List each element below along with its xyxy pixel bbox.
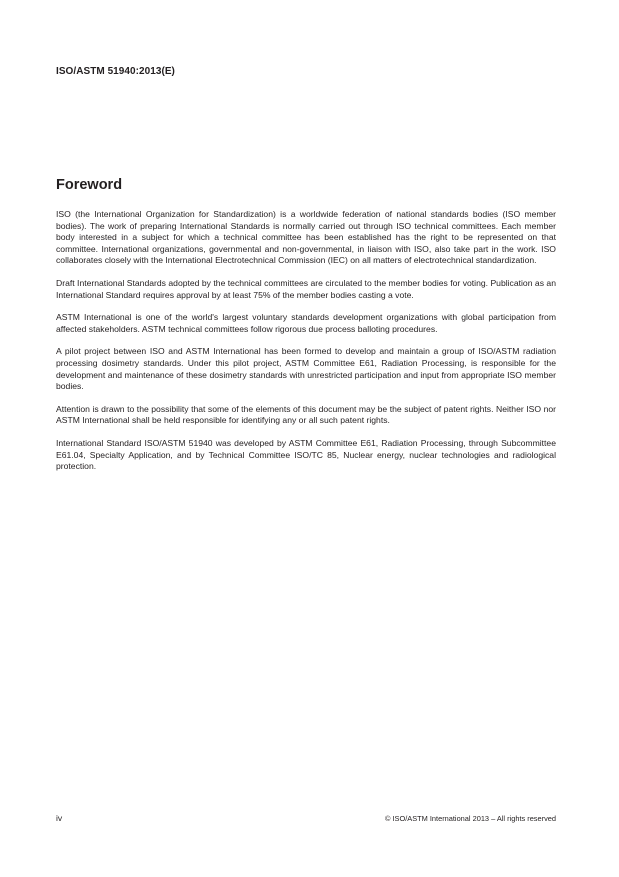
document-id: ISO/ASTM 51940:2013(E) [56,66,175,77]
page-number: iv [56,813,63,823]
foreword-body [56,209,556,484]
paragraph-development: International Standard ISO/ASTM 51940 was developed by ASTM Committee E61, Radiation Processing, through Subcommittee E61.04, Specialty Application, and by Technical Committee ISO/TC 85, Nuclear energy, nuclear technologies and radiological protection. [56,437,556,472]
paragraph-draft-standards: Draft International Standards adopted by the technical committees are circulated to the member bodies for voting. Publication as an International Standard requires approval by at least 75% of the member bodies casting a vote. [56,277,556,300]
section-title: Foreword [56,177,123,193]
paragraph-pilot-project: A pilot project between ISO and ASTM International has been formed to develop and maintain a group of ISO/ASTM radiation processing dosimetry standards. Under this pilot project, ASTM Committee E61, Radiation Processing, is responsible for the development and maintenance of these dosimetry standards with unrestricted participation and input from appropriate ISO member bodies. [56,346,556,392]
paragraph-astm-international: ASTM International is one of the world's largest voluntary standards development organizations with global participation from affected stakeholders. ASTM technical committees follow rigorous due process balloting procedures. [56,312,556,334]
copyright-notice: © ISO/ASTM International 2013 – All rights reserved [385,814,556,823]
paragraph-iso-federation: ISO (the International Organization for Standardization) is a worldwide federation of national standards bodies (ISO member bodies). The work of preparing International Standards is normally carried out through ISO technical committees. Each member body interested in a subject for which a technical committee has been established has the right to be represented on that committee. International organizations, governmental and non-governmental, in liaison with ISO, also take part in the work. ISO collaborates closely with the International Electrotechnical Commission (IEC) on all matters of electrotechnical standardization. [56,209,556,266]
paragraph-patent-rights: Attention is drawn to the possibility that some of the elements of this document may be the subject of patent rights. Neither ISO nor ASTM International shall be held responsible for identifying any or all such patent rights. [56,403,556,426]
